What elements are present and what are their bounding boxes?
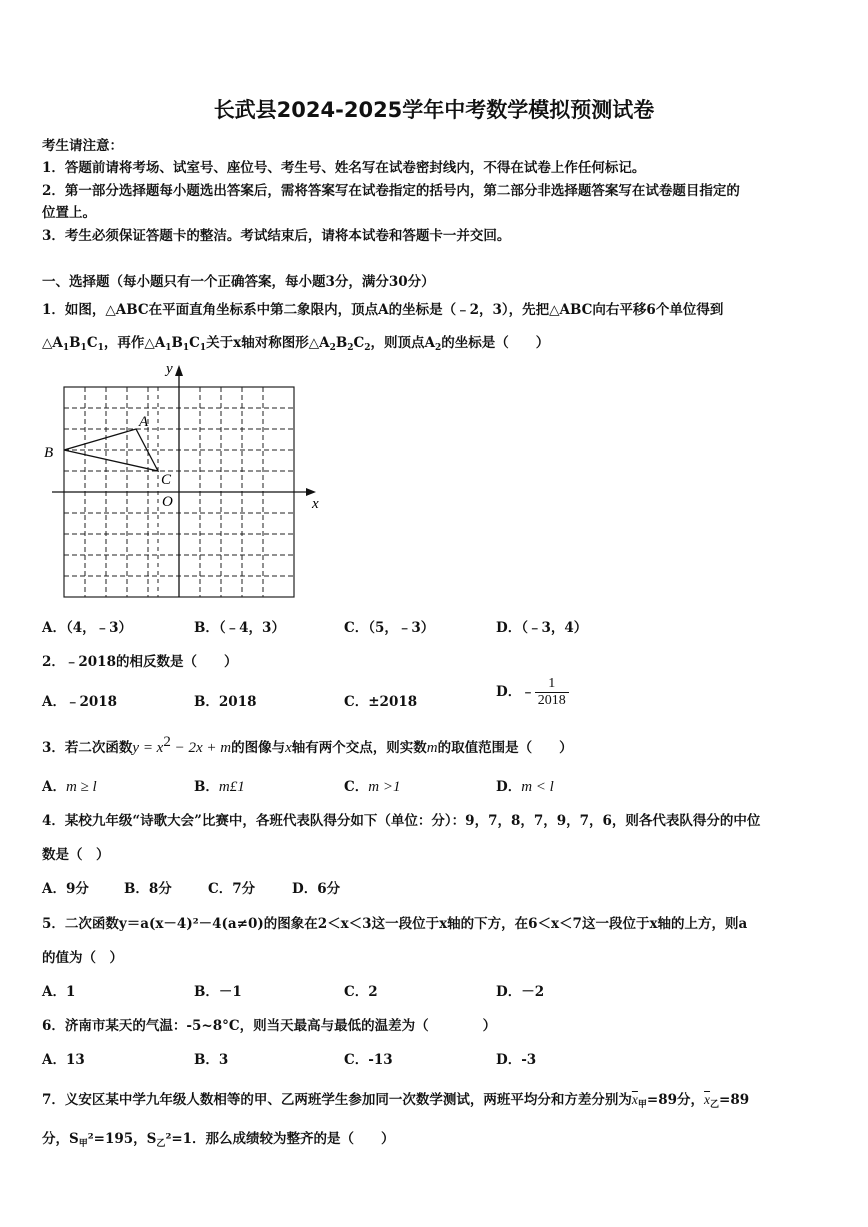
q7-stem-line1: 7．义安区某中学九年级人数相等的甲、乙两班学生参加同一次数学测试，两班平均分和方差分别为$\overline{x}_甲=89$分，$\overline{x}_乙=89$ [42,1092,750,1110]
y-axis-arrow [175,365,183,376]
q1-option-d[interactable]: D．（﹣3，4） [496,620,588,636]
q5-stem-line2: 的值为（ ） [42,950,123,966]
q4-option-a[interactable]: A．9分 [42,881,89,897]
q1-option-c[interactable]: C．（5，﹣3） [344,620,435,636]
notice-item-2-cont: 位置上。 [42,205,96,221]
point-b-label: B [44,445,54,461]
q3-option-b[interactable]: B．m£1 [194,779,245,795]
q1-stem-line2: $\triangle A_1B_1C_1$，再作$\triangle A_1B_1C_1$关于x轴对称图形$\triangle A_2B_2C_2$，则顶点$A_2$的坐标是（ ） [42,335,550,353]
q3-stem: 3．若二次函数y = x2 − 2x + m的图像与x轴有两个交点，则实数m的取值范围是（ ） [42,734,573,756]
q6-option-b[interactable]: B．3 [194,1052,229,1068]
q6-option-a[interactable]: A．13 [42,1052,85,1068]
q2-option-b[interactable]: B．2018 [194,694,257,710]
section-heading: 一、选择题（每小题只有一个正确答案，每小题3分，满分30分） [42,274,435,290]
coordinate-grid-figure [40,360,330,605]
q2-stem: 2．﹣2018的相反数是（ ） [42,654,238,670]
triangle-abc [64,429,158,471]
notice-heading: 考生请注意： [42,138,123,154]
q1-stem-line1: 1．如图，△ABC在平面直角坐标系中第二象限内，顶点A的坐标是（﹣2，3），先把△ABC向右平移6个单位得到 [42,302,724,318]
q7-stem-line2: 分，$S_甲^2=195$，$S_乙^2=1$．那么成绩较为整齐的是（ ） [42,1131,395,1149]
q3-option-a[interactable]: A．m ≥ l [42,779,97,795]
q5-option-b[interactable]: B．－1 [194,984,242,1000]
q1-option-a[interactable]: A．（4，﹣3） [42,620,133,636]
x-axis-label: x [312,496,319,512]
x-axis-arrow [306,488,316,496]
q4-option-b[interactable]: B．8分 [124,881,172,897]
point-c-label: C [161,472,172,488]
q5-option-d[interactable]: D．－2 [496,984,545,1000]
q3-option-d[interactable]: D．m < l [496,779,554,795]
q2-option-a[interactable]: A．﹣2018 [42,694,118,710]
q1-option-b[interactable]: B．（﹣4，3） [194,620,285,636]
page-title: 长武县2024-2025学年中考数学模拟预测试卷 [213,98,655,122]
notice-item-2: 2．第一部分选择题每小题选出答案后，需将答案写在试卷指定的括号内，第二部分非选择题答案写在试卷题目指定的 [42,183,740,199]
q5-option-a[interactable]: A．1 [42,984,76,1000]
q2-option-c[interactable]: C．±2018 [344,694,418,710]
q6-option-c[interactable]: C．-13 [344,1052,393,1068]
q4-option-d[interactable]: D．6分 [292,881,341,897]
origin-label: O [162,494,173,510]
q4-option-c[interactable]: C．7分 [208,881,256,897]
q4-stem-line2: 数是（ ） [42,847,110,863]
fraction: $\frac{1}{2018}$ [535,676,569,709]
notice-item-3: 3．考生必须保证答题卡的整洁。考试结束后，请将本试卷和答题卡一并交回。 [42,228,511,244]
q6-option-d[interactable]: D．-3 [496,1052,537,1068]
notice-item-1: 1．答题前请将考场、试室号、座位号、考生号、姓名写在试卷密封线内，不得在试卷上作任何标记。 [42,160,646,176]
y-axis-label: y [166,361,173,377]
q5-stem-line1: 5．二次函数y＝a(x－4)²－4(a≠0)的图象在2＜x＜3这一段位于x轴的下方，在6＜x＜7这一段位于x轴的上方，则a [42,916,748,932]
q4-stem-line1: 4．某校九年级“诗歌大会”比赛中，各班代表队得分如下（单位：分）：9，7，8，7，9，7，6，则各代表队得分的中位 [42,813,761,829]
q2-option-d[interactable]: D．﹣ $\frac{1}{2018}$ [496,676,569,709]
point-a-label: A [139,414,149,430]
q3-option-c[interactable]: C．m >1 [344,779,401,795]
q6-stem: 6．济南市某天的气温：-5~8°C，则当天最高与最低的温差为（ ） [42,1018,497,1034]
q5-option-c[interactable]: C．2 [344,984,378,1000]
